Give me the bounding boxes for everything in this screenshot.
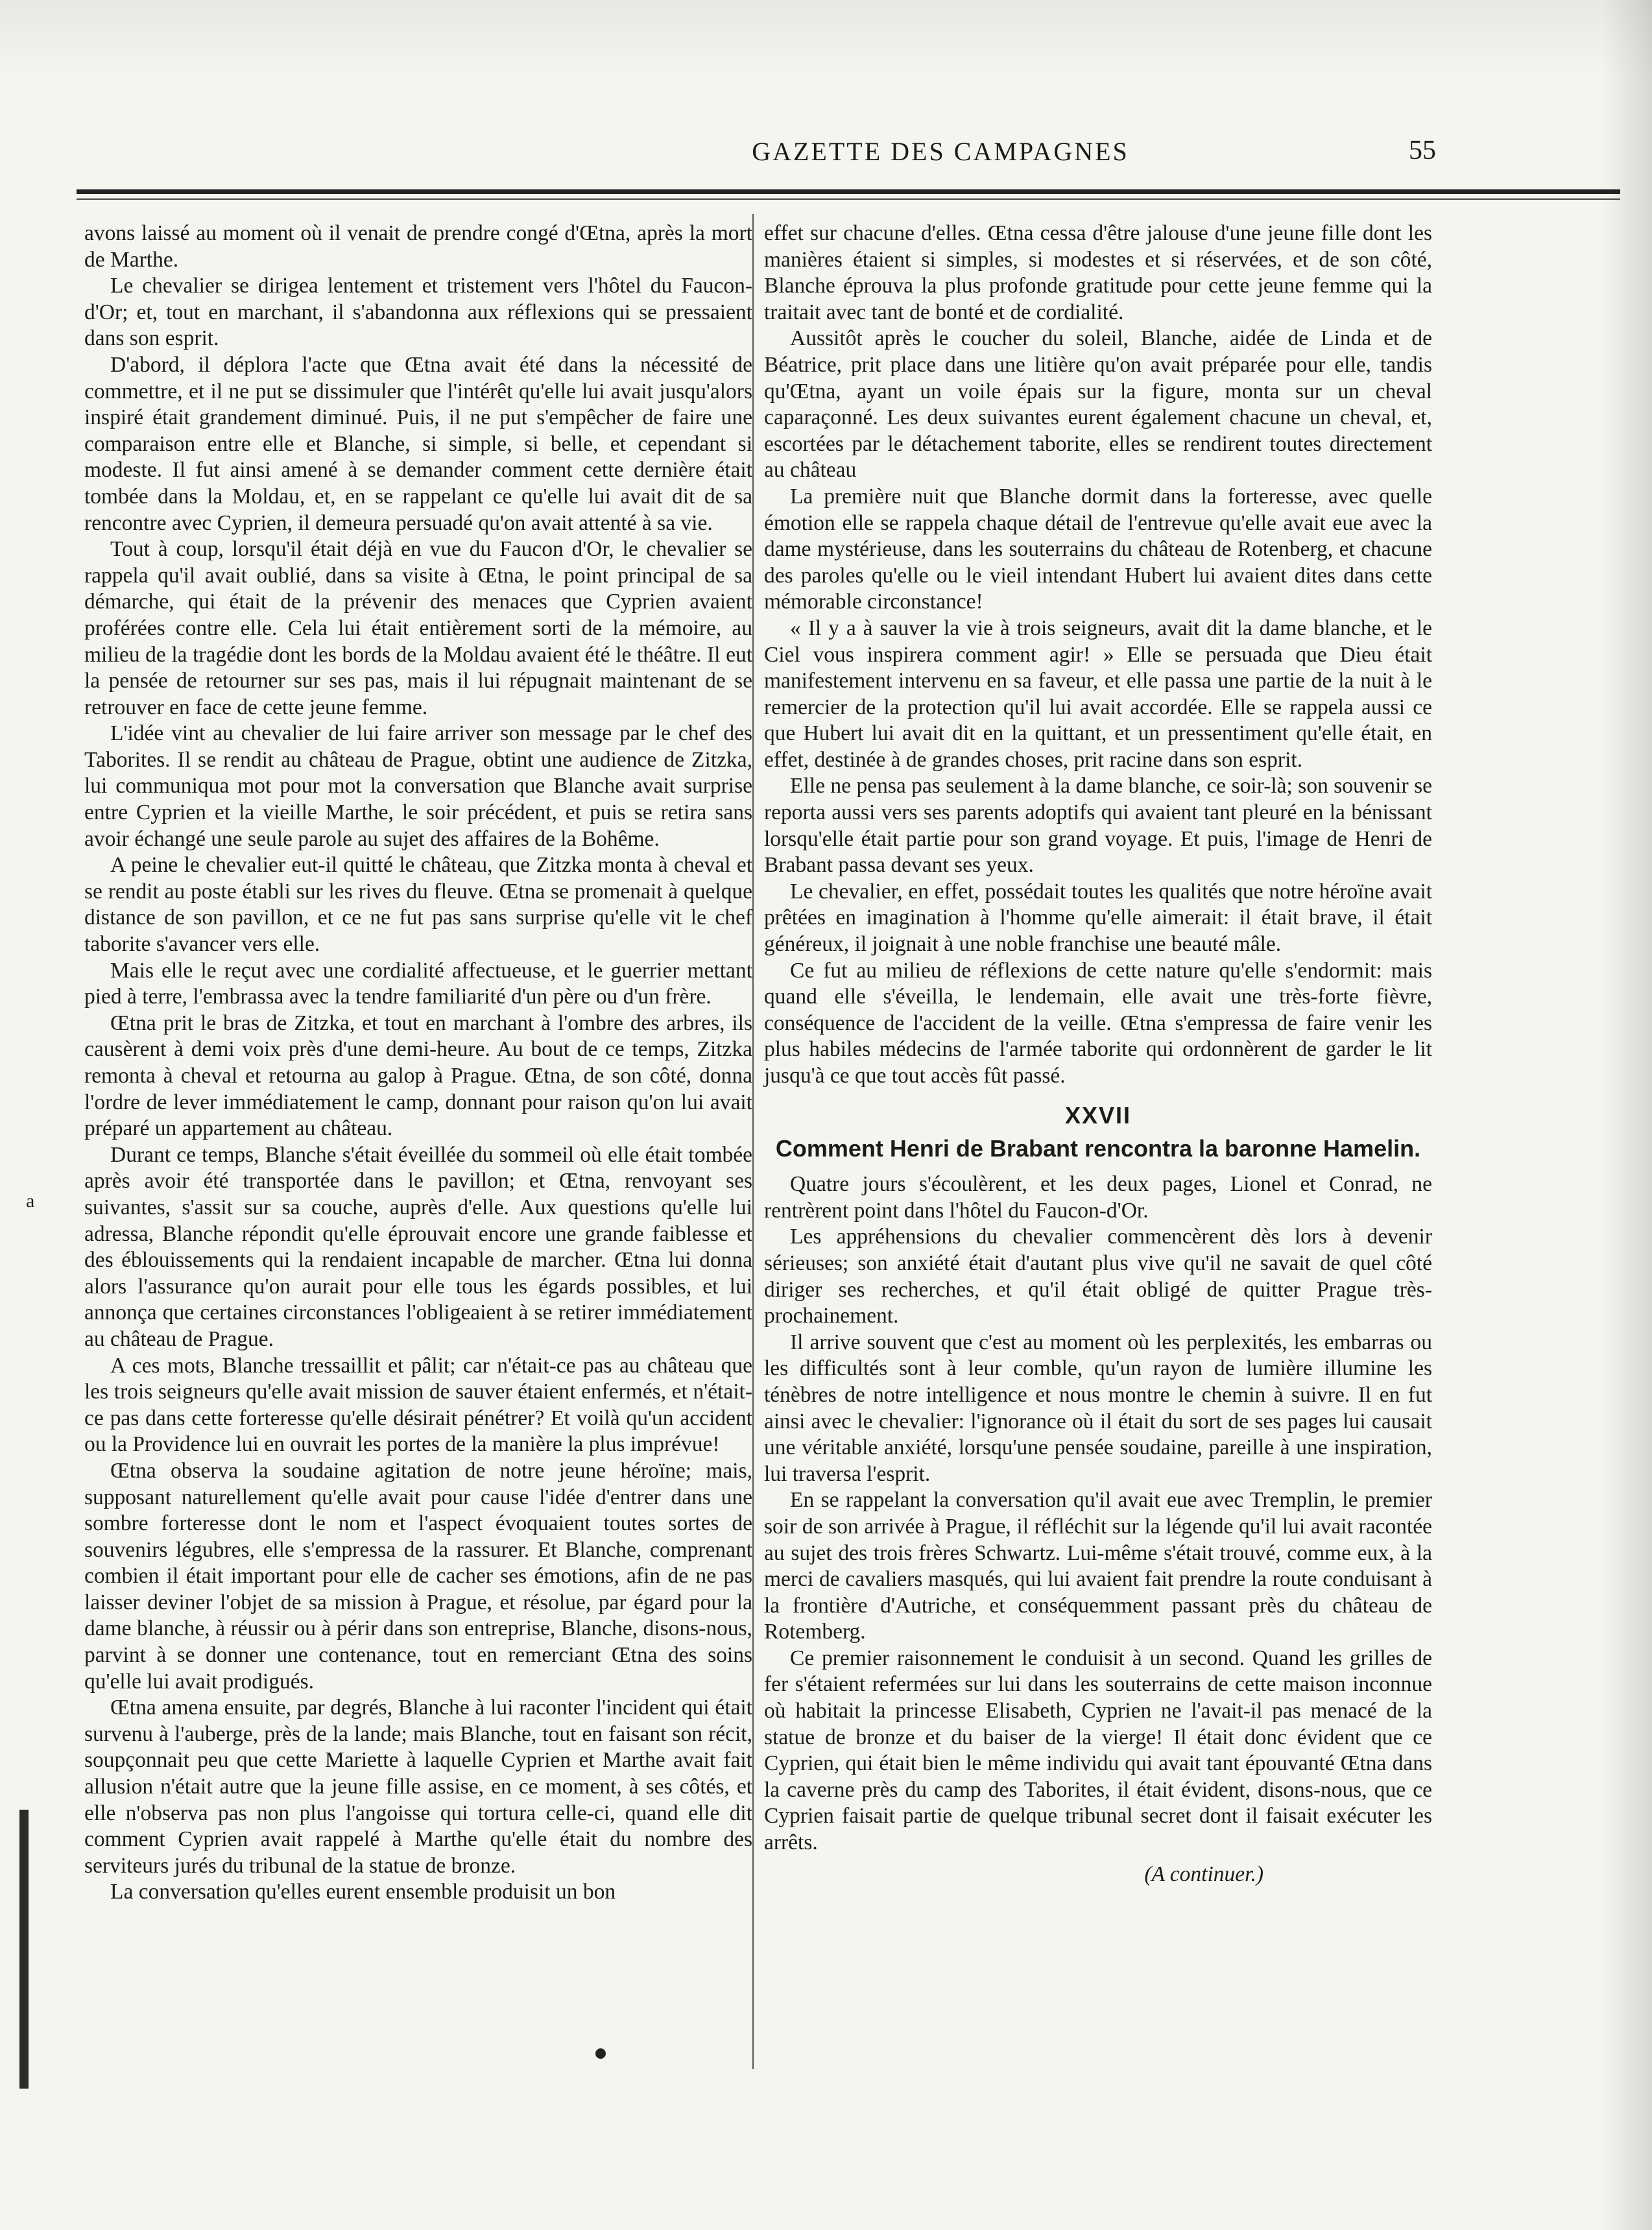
paragraph: Elle ne pensa pas seulement à la dame blanche, ce soir-là; son souvenir se reporta aussi vers ses parents adoptifs qui avaient tant pleuré en la bénissant lorsqu'elle était partie pour son grand voyage. Et puis, l'image de Henri de Brabant passa devant ses yeux. xyxy=(764,774,1432,878)
paragraph: avons laissé au moment où il venait de prendre congé d'Œtna, après la mort de Marthe. xyxy=(84,221,752,272)
paragraph: L'idée vint au chevalier de lui faire arriver son message par le chef des Taborites. Il se rendit au château de Prague, obtint une audience de Zitzka, lui communiqua mot pour mot la conversation que Blanche avait surprise entre Cyprien et la vieille Marthe, le soir précédent, et puis se retira sans avoir échangé une seule parole au sujet des affaires de la Bohême. xyxy=(84,721,752,851)
paragraph: Le chevalier, en effet, possédait toutes les qualités que notre héroïne avait prêtées en imagination à l'homme qu'elle aimerait: il était brave, il était généreux, il joignait à une noble franchise une beauté mâle. xyxy=(764,879,1432,957)
paragraph: Œtna prit le bras de Zitzka, et tout en marchant à l'ombre des arbres, ils causèrent à demi voix près d'une demi-heure. Au bout de ce temps, Zitzka remonta à cheval et retourna au galop à Prague. Œtna, de son côté, donna l'ordre de lever immédiatement le camp, donnant pour raison qu'on lui avait préparé un appartement au château. xyxy=(84,1011,752,1141)
chapter-title: Comment Henri de Brabant rencontra la baronne Hamelin. xyxy=(775,1135,1421,1162)
paragraph: A ces mots, Blanche tressaillit et pâlit; car n'était-ce pas au château que les trois seigneurs qu'elle avait mission de sauver étaient enfermés, et n'était-ce pas dans cette forteresse qu'elle désirait pénétrer? Et voilà qu'un accident ou la Providence lui en ouvrait les portes de la manière la plus imprévue! xyxy=(84,1353,752,1457)
chapter-number: XXVII xyxy=(1064,1101,1132,1129)
paragraph: Il arrive souvent que c'est au moment où les perplexités, les embarras ou les difficultés sont à leur comble, qu'un rayon de lumière illumine les ténèbres de notre intelligence et nous montre le chemin à suivre. Il en fut ainsi avec le chevalier: l'ignorance où il était du sort de ses pages lui causait une véritable anxiété, lorsqu'une pensée soudaine, pareille à une inspiration, lui traversa l'esprit. xyxy=(764,1330,1432,1486)
paragraph: A peine le chevalier eut-il quitté le château, que Zitzka monta à cheval et se rendit au poste établi sur les rives du fleuve. Œtna se promenait à quelque distance de son pavillon, et ce ne fut pas sans surprise qu'elle vit le chef taborite s'avancer vers elle. xyxy=(84,853,752,957)
paragraph: Durant ce temps, Blanche s'était éveillée du sommeil où elle était tombée après avoir été transportée dans le pavillon; et Œtna, renvoyant ses suivantes, s'assit sur sa couche, auprès d'elle. Aux questions qu'elle lui adressa, Blanche répondit qu'elle éprouvait encore une grande faiblesse et des éblouissements qui la rendaient incapable de marcher. Œtna lui donna alors l'assurance qu'on aurait pour elle tous les égards possibles, et lui annonça que certaines circonstances l'obligeaient à se retirer immédiatement au château de Prague. xyxy=(84,1142,752,1351)
left-column xyxy=(84,221,752,2102)
top-speckle xyxy=(0,0,1652,78)
page-edge-shadow xyxy=(1602,0,1652,2230)
paragraph: Quatre jours s'écoulèrent, et les deux pages, Lionel et Conrad, ne rentrèrent point dans l'hôtel du Faucon-d'Or. xyxy=(764,1172,1432,1223)
paragraph: « Il y a à sauver la vie à trois seigneurs, avait dit la dame blanche, et le Ciel vous inspirera comment agir! » Elle se persuada que Dieu était manifestement intervenu en sa faveur, et elle passa une partie de la nuit à le remercier de la protection qu'il lui avait accordée. Elle se rappela aussi ce que Hubert lui avait dit en la quittant, et un pressentiment qu'elle était, en effet, destinée à de grandes choses, prit racine dans son esprit. xyxy=(764,616,1432,772)
paragraph: La conversation qu'elles eurent ensemble produisit un bon xyxy=(110,1880,616,1904)
binding-strip xyxy=(19,1810,29,2089)
paragraph: En se rappelant la conversation qu'il avait eue avec Tremplin, le premier soir de son arrivée à Prague, il réfléchit sur la légende qu'il lui avait racontée au sujet des trois frères Schwartz. Lui-même s'était trouvé, comme eux, à la merci de cavaliers masqués, qui lui avaient fait prendre la route conduisant à la frontière d'Autriche, et conséquemment passant près du château de Rotemberg. xyxy=(764,1488,1432,1644)
paragraph: effet sur chacune d'elles. Œtna cessa d'être jalouse d'une jeune fille dont les manières étaient si simples, si modestes et si réservées, et de son côté, Blanche éprouva la plus profonde gratitude pour cette jeune femme qui la traitait avec tant de bonté et de cordialité. xyxy=(764,221,1432,324)
paragraph: Ce fut au milieu de réflexions de cette nature qu'elle s'endormit: mais quand elle s'éveilla, le lendemain, elle avait une très-forte fièvre, conséquence de l'accident de la veille. Œtna s'empressa de faire venir les plus habiles médecins de l'armée taborite qui ordonnèrent de garder le lit jusqu'à ce que tout accès fût passé. xyxy=(764,958,1432,1088)
page-number: 55 xyxy=(1409,136,1436,165)
paragraph: Ce premier raisonnement le conduisit à un second. Quand les grilles de fer s'étaient refermées sur lui dans les souterrains de cette maison inconnue où habitait la princesse Elisabeth, Cyprien ne l'avait-il pas menacé de la statue de bronze et du baiser de la vierge! Il était donc évident que ce Cyprien, qui était bien le même individu qui avait tant épouvanté Œtna dans la caverne près du camp des Taborites, il était évident, disons-nous, que ce Cyprien faisait partie de quelque tribunal secret dont il faisait exécuter les arrêts. xyxy=(764,1646,1432,1855)
paragraph: Œtna observa la soudaine agitation de notre jeune héroïne; mais, supposant naturellement qu'elle avait pour cause l'idée d'entrer dans une sombre forteresse dont le nom et l'aspect évoquaient toutes sortes de souvenirs légubres, elle s'empressa de la rassurer. Et Blanche, comprenant combien il était important pour elle de cacher ses émotions, afin de ne pas laisser deviner l'objet de sa mission à Prague, et résolue, par égard pour la dame blanche, à réussir ou à périr dans son entreprise, Blanche, disons-nous, parvint à se donner une contenance, tout en remerciant Œtna des soins qu'elle lui avait prodigués. xyxy=(84,1458,752,1694)
to-be-continued: (A continuer.) xyxy=(1144,1862,1263,1886)
paragraph: Le chevalier se dirigea lentement et tristement vers l'hôtel du Faucon-d'Or; et, tout en marchant, il s'abandonna aux réflexions qui se pressaient dans son esprit. xyxy=(84,274,752,351)
paragraph: D'abord, il déplora l'acte que Œtna avait été dans la nécessité de commettre, et il ne put se dissimuler que l'intérêt qu'elle lui avait jusqu'alors inspiré était grandement diminué. Puis, il ne put s'empêcher de faire une comparaison entre elle et Blanche, si simple, si belle, et cependant si modeste. Il fut ainsi amené à se demander comment cette dernière était tombée dans la Moldau, et, en se rappelant ce qu'elle lui avait dit de sa rencontre avec Cyprien, il demeura persuadé qu'on avait attenté à sa vie. xyxy=(84,352,752,535)
header-rule xyxy=(77,189,1620,194)
paragraph: La première nuit que Blanche dormit dans la forteresse, avec quelle émotion elle se rappela chaque détail de l'entrevue qu'elle avait eue avec la dame mystérieuse, dans les souterrains du château de Rotenberg, et chacune des paroles qu'elle ou le vieil intendant Hubert lui avaient dites dans cette mémorable circonstance! xyxy=(764,484,1432,614)
paragraph: Mais elle le reçut avec une cordialité affectueuse, et le guerrier mettant pied à terre, l'embrassa avec la tendre familiarité d'un père ou d'un frère. xyxy=(84,958,752,1009)
right-column xyxy=(764,221,1432,1998)
paragraph: Tout à coup, lorsqu'il était déjà en vue du Faucon d'Or, le chevalier se rappela qu'il avait oublié, dans sa visite à Œtna, le point principal de sa démarche, qui était de la prévenir des menaces que Cyprien avaient proférées contre elle. Cela lui était entièrement sorti de la mémoire, au milieu de la tragédie dont les bords de la Moldau avaient été le théâtre. Il eut la pensée de retourner sur ses pas, mais il lui répugnait maintenant de se retrouver en face de cette jeune femme. xyxy=(84,537,752,719)
paragraph: Aussitôt après le coucher du soleil, Blanche, aidée de Linda et de Béatrice, prit place dans une litière qu'on avait préparée pour elle, tandis qu'Œtna, ayant un voile épais sur la figure, monta sur un cheval caparaçonné. Les deux suivantes eurent également chacune un cheval, et, escortées par le détachement taborite, elles se rendirent toutes directement au château xyxy=(764,326,1432,483)
margin-marker: a xyxy=(26,1190,35,1212)
header-rule-thin xyxy=(77,198,1620,200)
paragraph: Œtna amena ensuite, par degrés, Blanche à lui raconter l'incident qui était survenu à l'auberge, près de la lande; mais Blanche, tout en faisant son récit, soupçonnait peu que cette Mariette à laquelle Cyprien et Marthe avait fait allusion n'était autre que la jeune fille assise, en ce moment, à ses côtés, et elle n'observa pas non plus l'angoisse qui tortura celle-ci, quand elle dit comment Cyprien avait rappelé à Marthe qu'elle était du nombre des serviteurs jurés du tribunal de la statue de bronze. xyxy=(84,1696,752,1878)
column-divider xyxy=(752,214,754,2069)
paragraph: Les appréhensions du chevalier commencèrent dès lors à devenir sérieuses; son anxiété était d'autant plus vive qu'il ne savait de quel côté diriger ses recherches, et qu'il était obligé de quitter Prague très-prochainement. xyxy=(764,1225,1432,1328)
page-header-title: GAZETTE DES CAMPAGNES xyxy=(752,137,1129,166)
ink-dot xyxy=(595,2048,606,2059)
